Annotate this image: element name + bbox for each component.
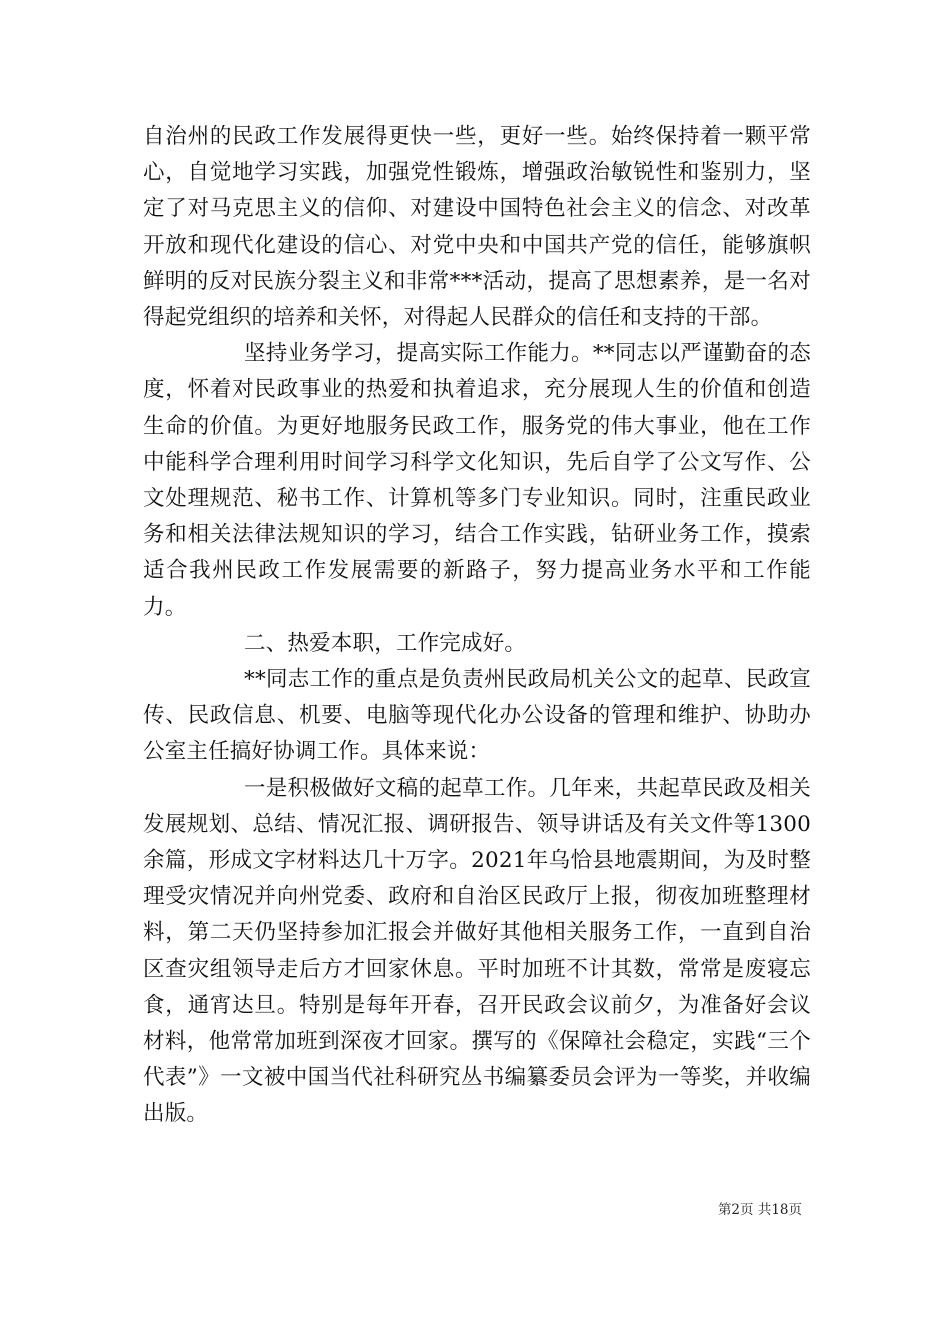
paragraph-drafting-work: 一是积极做好文稿的起草工作。几年来，共起草民政及相关发展规划、总结、情况汇报、调研报告、领导讲话及有关文件等1300余篇，形成文字材料达几十万字。2021年乌恰县地震期间，为及时整理受灾情况并向州党委、政府和自治区民政厅上报，彻夜加班整理材料，第二天仍坚持参加汇报会并做好其他相关服务工作，一直到自治区查灾组领导走后方才回家休息。平时加班不计其数，常常是废寝忘食，通宵达旦。特别是每年开春，召开民政会议前夕，为准备好会议材料，他常常加班到深夜才回家。撰写的《保障社会稳定，实践“三个代表”》一文被中国当代社科研究丛书编纂委员会评为一等奖，并收编出版。 <box>143 775 811 1127</box>
paragraph-work-focus: **同志工作的重点是负责州民政局机关公文的起草、民政宣传、民政信息、机要、电脑等现代化办公设备的管理和维护、协助办公室主任搞好协调工作。具体来说： <box>143 667 811 765</box>
paragraph-continuation: 自治州的民政工作发展得更快一些，更好一些。始终保持着一颗平常心，自觉地学习实践，加强党性锻炼，增强政治敏锐性和鉴别力，坚定了对马克思主义的信仰、对建设中国特色社会主义的信念、对改革开放和现代化建设的信心、对党中央和中国共产党的信任，能够旗帜鲜明的反对民族分裂主义和非常***活动，提高了思想素养，是一名对得起党组织的培养和关怀，对得起人民群众的信任和支持的干部。 <box>143 124 811 331</box>
paragraph-business-study: 坚持业务学习，提高实际工作能力。**同志以严谨勤奋的态度，怀着对民政事业的热爱和执着追求，充分展现人生的价值和创造生命的价值。为更好地服务民政工作，服务党的伟大事业，他在工作中能科学合理利用时间学习科学文化知识，先后自学了公文写作、公文处理规范、秘书工作、计算机等多门专业知识。同时，注重民政业务和相关法律法规知识的学习，结合工作实践，钻研业务工作，摸索适合我州民政工作发展需要的新路子，努力提高业务水平和工作能力。 <box>143 341 811 620</box>
page-number: 第2页 共18页 <box>717 1202 802 1218</box>
section-heading: 二、热爱本职，工作完成好。 <box>244 630 527 656</box>
document-body <box>143 119 811 1133</box>
